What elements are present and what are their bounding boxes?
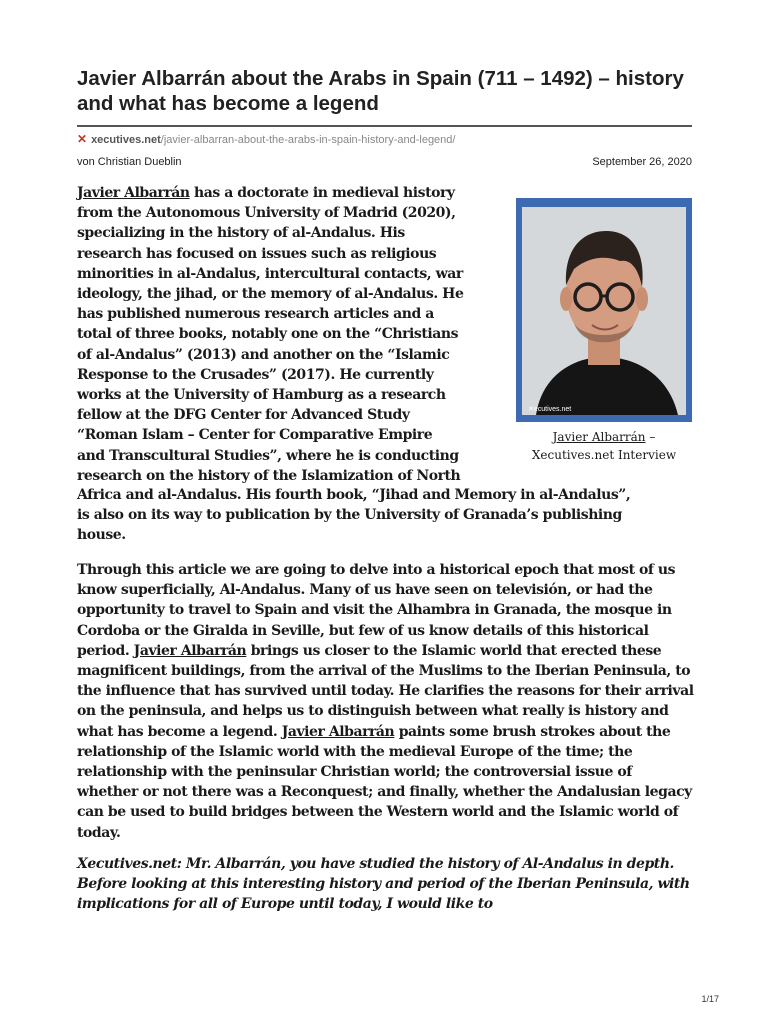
caption-author-link[interactable]: Javier Albarrán — [552, 430, 646, 444]
lead-paragraph-continued — [77, 485, 695, 546]
intro-text-2: brings us closer to the Islamic world that erected these magnificent buildings, from the arrival of the Muslims to the Iberian Peninsula, to the influence that has survived until today. He clarifies the reasons for their arrival on the peninsula, and helps us to distinguish between what really is history and what has become a legend. — [77, 642, 694, 740]
lead-line — [77, 183, 507, 203]
lead-line: Africa and al-Andalus. His fourth book, “Jihad and Memory in al-Andalus”, — [77, 487, 631, 503]
source-line — [77, 131, 692, 147]
lead-line: works at the University of Hamburg as a research — [77, 387, 446, 404]
lead-line: specializing in the history of al-Andalus. His — [77, 225, 405, 242]
portrait-illustration — [522, 207, 686, 415]
lead-line: has published numerous research articles and a — [77, 306, 434, 323]
lead-line: research on the history of the Islamization of North — [77, 467, 461, 484]
lead-line: house. — [77, 527, 126, 544]
intro-paragraph — [77, 560, 695, 843]
lead-line: ideology, the jihad, or the memory of al-Andalus. He — [77, 286, 464, 303]
author-name-link[interactable]: Javier Albarrán — [281, 723, 395, 740]
lead-paragraph — [77, 183, 507, 486]
photo-watermark: ✕ecutives.net — [528, 406, 572, 413]
source-domain: xecutives.net — [91, 134, 161, 146]
author-photo — [516, 198, 692, 422]
lead-line: and Transcultural Studies”, where he is conducting — [77, 447, 459, 464]
lead-line-text: has a doctorate in medieval history — [189, 185, 455, 201]
lead-line: total of three books, notably one on the “Christians — [77, 326, 459, 343]
lead-line: fellow at the DFG Center for Advanced Study — [77, 407, 410, 424]
page-number: 1/17 — [701, 994, 719, 1004]
interview-question: Xecutives.net: Mr. Albarrán, you have studied the history of Al-Andalus in depth. Before looking at this interesting history and period of the Iberian Peninsula, with implications for all of Europe until today, I would like to — [77, 856, 690, 913]
byline — [77, 155, 692, 169]
source-url-link[interactable] — [91, 134, 455, 146]
lead-line: of al-Andalus” (2013) and another on the “Islamic — [77, 346, 450, 363]
caption-subtitle: Xecutives.net Interview — [531, 448, 677, 462]
source-path: /javier-albarran-about-the-arabs-in-spain-history-and-legend/ — [160, 134, 456, 146]
title-divider — [77, 125, 692, 127]
article-title: Javier Albarrán about the Arabs in Spain (711 – 1492) – history and what has become a legend — [77, 67, 684, 115]
lead-line: is also on its way to publication by the University of Granada’s publishing — [77, 507, 622, 524]
photo-caption — [516, 428, 692, 464]
intro-text-3: paints some brush strokes about the relationship of the Islamic world with the medieval Europe of the time; the relationship with the peninsular Christian world; the controversial issue of whether or not there was a Reconquest; and finally, whether the Andalusian legacy can be used to build bridges between the Western world and the Islamic world of today. — [77, 723, 692, 841]
lead-line: research has focused on issues such as religious — [77, 245, 437, 262]
author: von Christian Dueblin — [77, 156, 182, 168]
publish-date: September 26, 2020 — [592, 156, 692, 168]
caption-dash: – — [645, 430, 656, 444]
lead-line: Response to the Crusades” (2017). He currently — [77, 366, 434, 383]
lead-line: minorities in al-Andalus, intercultural contacts, war — [77, 265, 463, 282]
author-name-link[interactable]: Javier Albarrán — [77, 185, 190, 201]
lead-line: from the Autonomous University of Madrid (2020), — [77, 205, 456, 222]
photo-frame — [522, 207, 686, 415]
author-name-link[interactable]: Javier Albarrán — [133, 642, 247, 659]
intro-text-1: Through this article we are going to delve into a historical epoch that most of us know superficially, Al-Andalus. Many of us have seen on televisión, or had the opportunity to travel to Spain and visit the Alhambra in Granada, the mosque in Cordoba or the Giralda in Seville, but few of us know details of this historical period. — [77, 562, 676, 659]
xecutives-logo-icon: ✕ — [77, 132, 88, 146]
lead-line: “Roman Islam – Center for Comparative Empire — [77, 427, 433, 444]
